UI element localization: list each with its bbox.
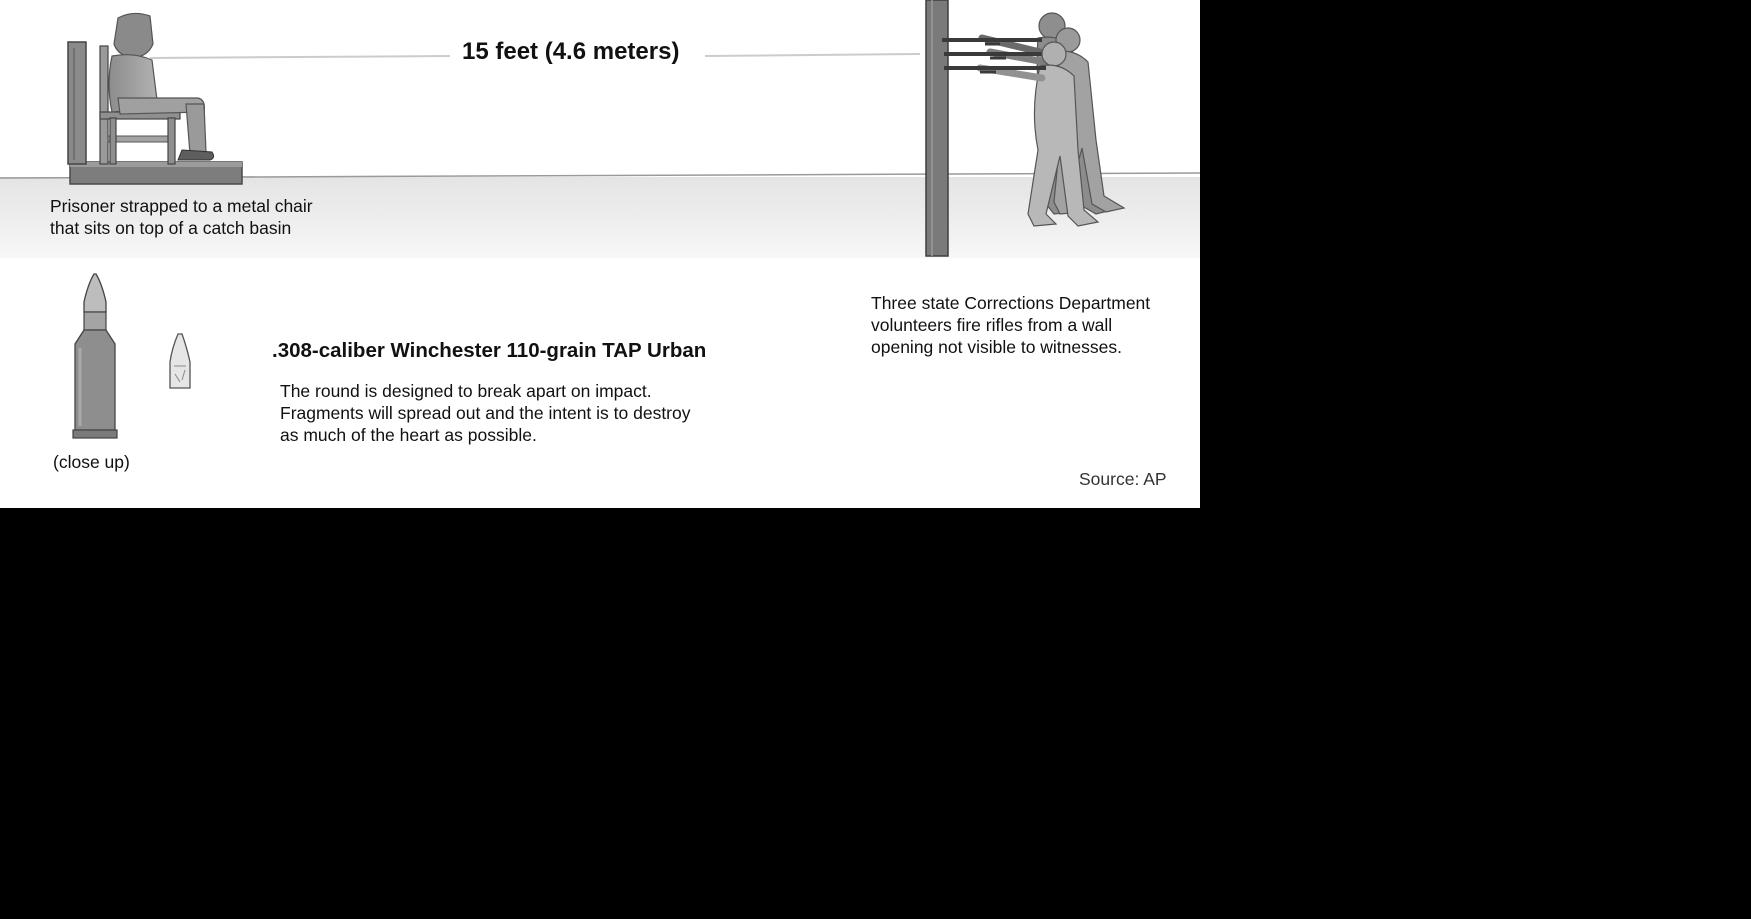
firing-squad-diagram [0, 0, 1200, 508]
bullet-description-line-2: Fragments will spread out and the intent is to destroy [280, 403, 691, 423]
bullet-illustrations [60, 270, 210, 440]
shooters-caption-line-2: volunteers fire rifles from a wall [871, 315, 1113, 335]
prisoner-caption [50, 195, 313, 239]
source-credit: Source: AP [1079, 469, 1167, 489]
bullet-title: .308-caliber Winchester 110-grain TAP Urban [272, 339, 707, 362]
shooters-caption-line-3: opening not visible to witnesses. [871, 337, 1122, 357]
shooters-caption-line-1: Three state Corrections Department [871, 293, 1151, 313]
seated-hooded-prisoner-icon [68, 13, 242, 184]
closeup-label: (close up) [53, 452, 130, 472]
bullet-description-line-3: as much of the heart as possible. [280, 425, 537, 445]
bullet-description-line-1: The round is designed to break apart on impact. [280, 381, 652, 401]
bullet-description [280, 380, 691, 446]
distance-line-right [705, 54, 920, 56]
distance-label: 15 feet (4.6 meters) [462, 38, 680, 65]
prisoner-caption-line-2: that sits on top of a catch basin [50, 218, 292, 238]
rifle-cartridge-icon [73, 274, 117, 438]
distance-line-left [150, 56, 450, 58]
prisoner-caption-line-1: Prisoner strapped to a metal chair [50, 196, 313, 216]
bullet-tip-icon [170, 334, 190, 388]
shooters-caption [871, 292, 1150, 358]
